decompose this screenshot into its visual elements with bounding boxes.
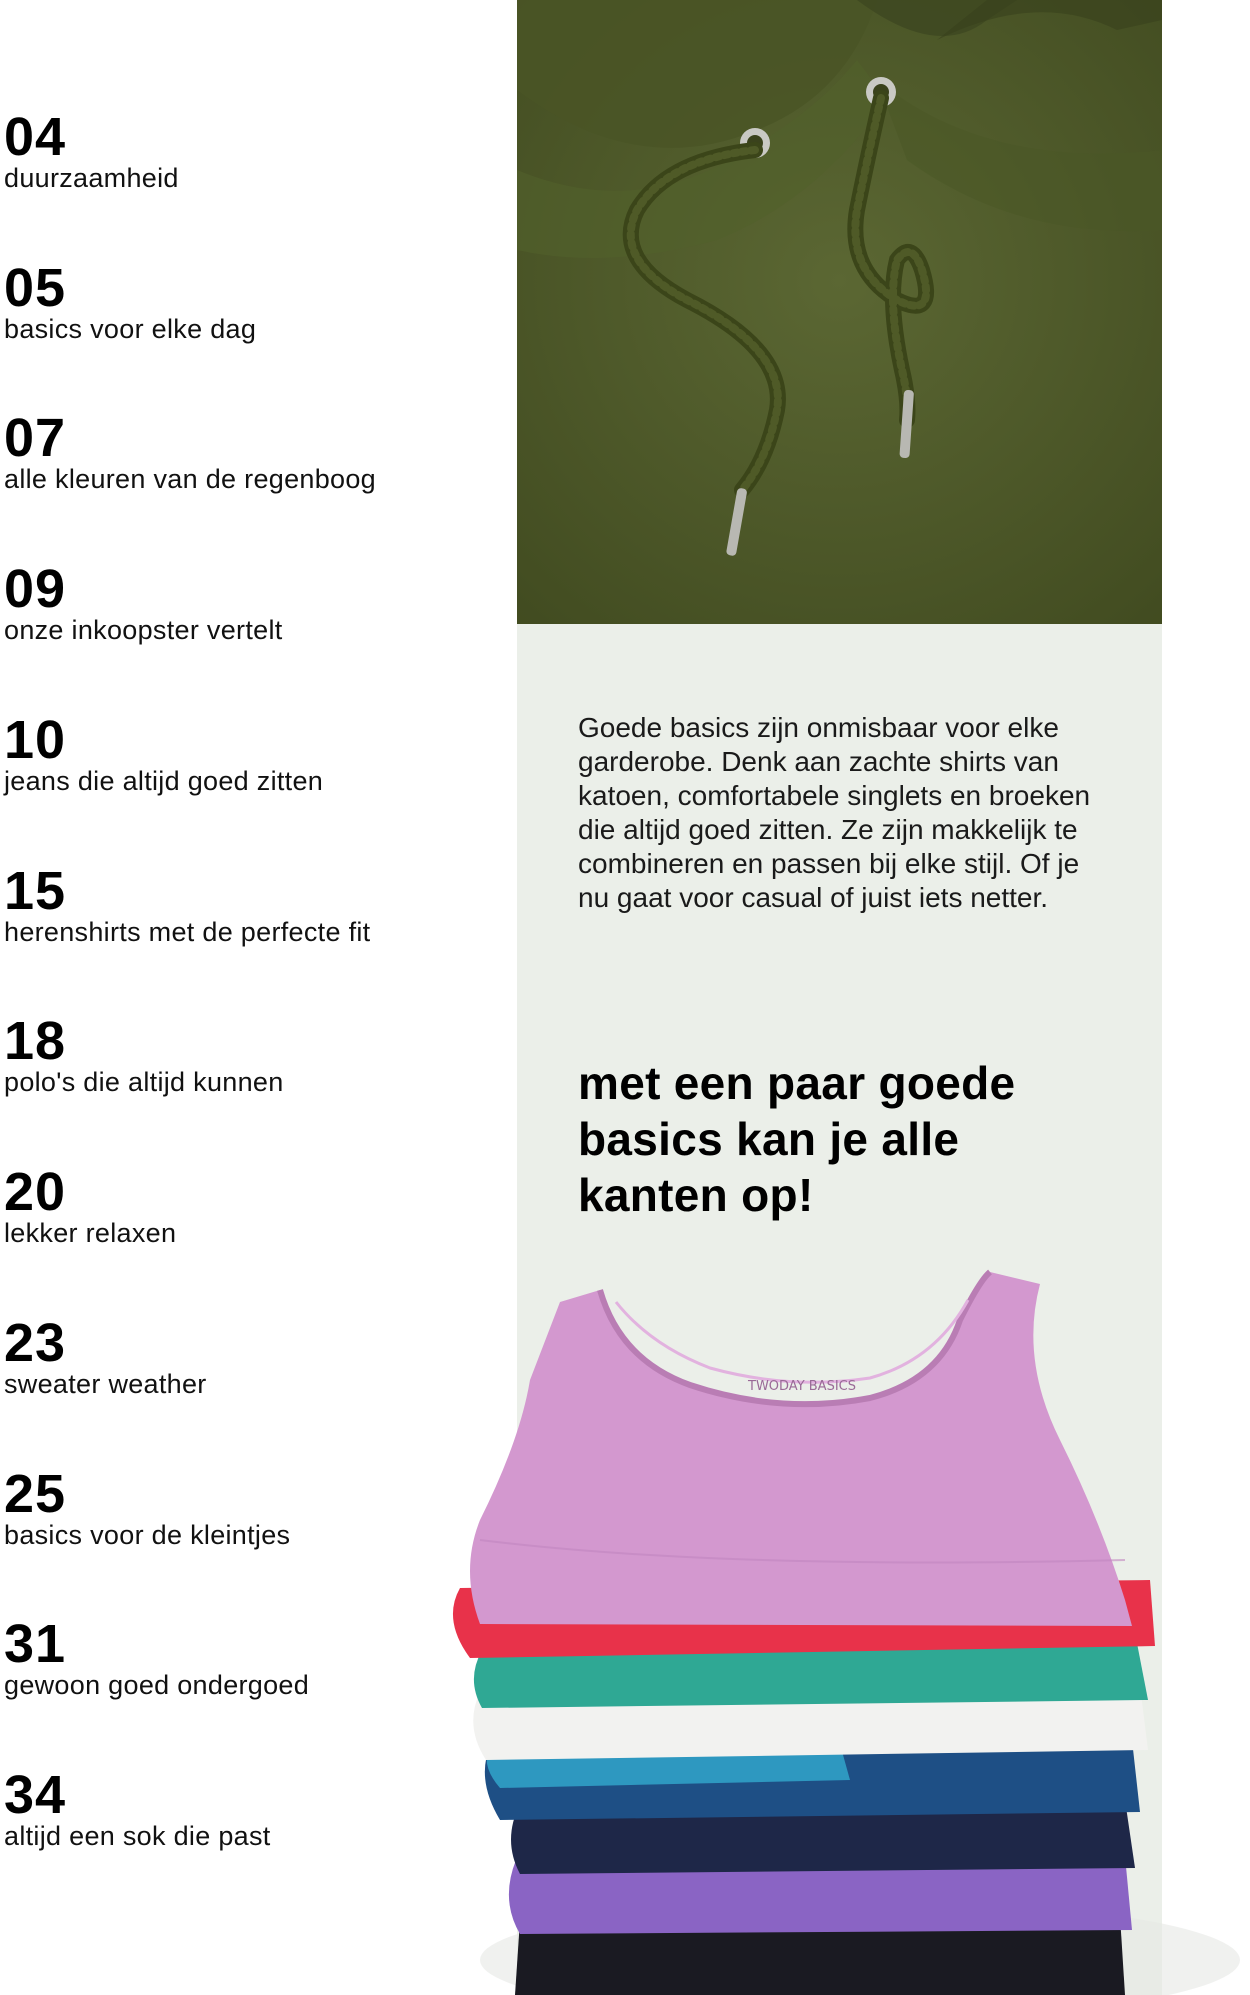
toc-page-number: 15 [4,861,67,921]
toc-page-number: 34 [4,1765,67,1825]
toc-item[interactable] [4,1163,504,1249]
toc-page-number: 25 [4,1464,67,1524]
label-print: TWODAY BASICS [748,1379,856,1394]
toc-page-number: 07 [4,408,67,468]
toc-page-number: 04 [4,107,67,167]
toc-title: jeans die altijd goed zitten [4,766,324,796]
toc-page-number: 10 [4,710,67,770]
toc-item[interactable] [4,711,504,797]
toc-title: duurzaamheid [4,163,179,193]
toc-page-number: 23 [4,1313,67,1373]
toc-page-number: 18 [4,1011,67,1071]
toc-item[interactable] [4,862,504,948]
toc-title: basics voor de kleintjes [4,1520,291,1550]
olive-hoodie-drawstring-photo-icon [517,0,1162,624]
toc-page-number: 31 [4,1614,67,1674]
toc-item[interactable] [4,409,504,495]
folded-tank-tops-stack-photo-icon [420,1240,1250,1995]
toc-page-number: 09 [4,559,67,619]
toc-title: alle kleuren van de regenboog [4,464,376,494]
toc-item[interactable] [4,108,504,194]
hoodie-photo [517,0,1162,624]
toc-item[interactable] [4,560,504,646]
toc-page-number: 20 [4,1162,67,1222]
tagline-heading: met een paar goede basics kan je alle kanten op! [578,1057,1016,1221]
toc-page-number: 05 [4,258,67,318]
toc-title: sweater weather [4,1369,207,1399]
toc-title: polo's die altijd kunnen [4,1067,284,1097]
toc-item[interactable] [4,1012,504,1098]
intro-paragraph: Goede basics zijn onmisbaar voor elke garderobe. Denk aan zachte shirts van katoen, comfortabele singlets en broeken die altijd goed zitten. Ze zijn makkelijk te combineren en passen bij elke stijl. Of je nu gaat voor casual of juist iets netter. [578,712,1091,913]
toc-title: onze inkoopster vertelt [4,615,283,645]
toc-title: altijd een sok die past [4,1821,271,1851]
toc-title: gewoon goed ondergoed [4,1670,310,1700]
tank-top-stack-photo [420,1240,1250,1995]
toc-title: basics voor elke dag [4,314,257,344]
toc-item[interactable] [4,259,504,345]
toc-title: lekker relaxen [4,1218,177,1248]
toc-title: herenshirts met de perfecte fit [4,917,371,947]
